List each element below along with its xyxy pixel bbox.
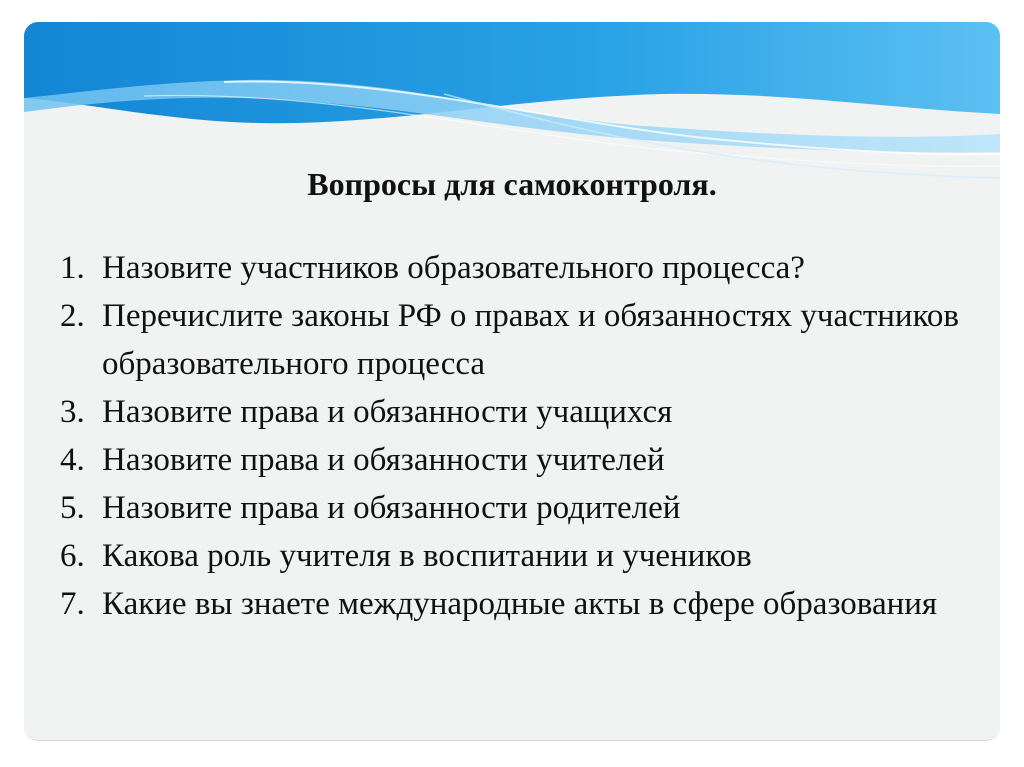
question-item [60, 532, 980, 580]
question-number: 6. [60, 538, 85, 574]
slide [24, 22, 1000, 741]
question-number: 1. [60, 250, 85, 286]
question-item [60, 580, 980, 628]
question-item [60, 388, 980, 436]
question-text: Назовите права и обязанности родителей [102, 490, 681, 526]
question-number: 7. [60, 586, 85, 622]
question-number: 4. [60, 442, 85, 478]
question-number: 5. [60, 490, 85, 526]
slide-title: Вопросы для самоконтроля. [307, 166, 717, 202]
question-text: Назовите участников образовательного процесса? [102, 250, 805, 286]
question-item [60, 292, 980, 388]
questions-list [60, 244, 980, 628]
question-text: Назовите права и обязанности учащихся [102, 394, 673, 430]
question-item [60, 436, 980, 484]
question-number: 3. [60, 394, 85, 430]
question-number: 2. [60, 298, 85, 334]
question-item [60, 244, 980, 292]
question-text: Какие вы знаете международные акты в сфере образования [102, 586, 938, 622]
question-text: Назовите права и обязанности учителей [102, 442, 665, 478]
question-text: Какова роль учителя в воспитании и учеников [102, 538, 752, 574]
question-item [60, 484, 980, 532]
question-text: Перечислите законы РФ о правах и обязанностях участников образовательного процесса [102, 298, 960, 382]
